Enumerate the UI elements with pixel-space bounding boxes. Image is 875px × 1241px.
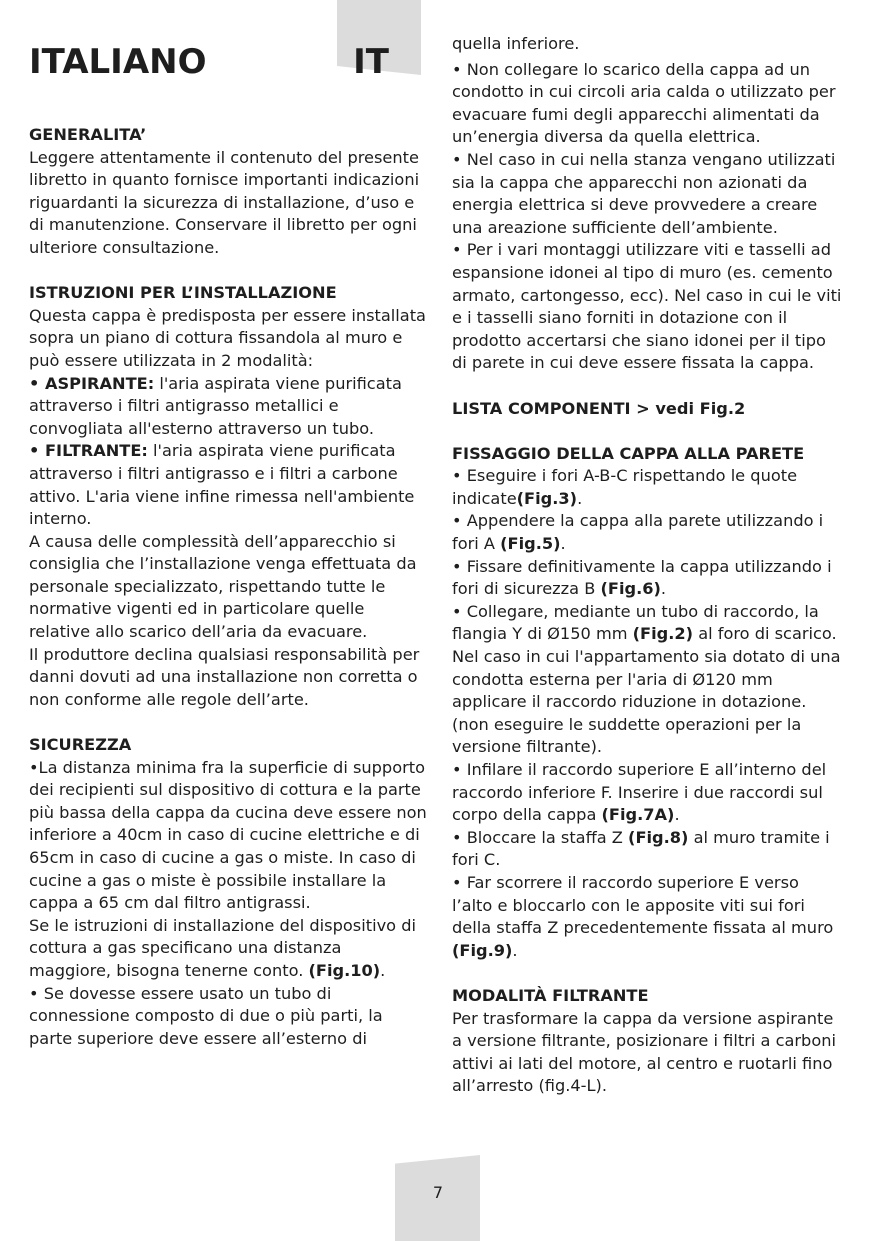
paragraph-tubo: • Se dovesse essere usato un tubo di connessione composto di due o più parti, la parte superiore deve essere all’esterno di: [29, 983, 383, 1048]
step-fissare-text: • Fissare definitivamente la cappa utilizzando i fori di sicurezza B: [452, 556, 832, 599]
filtrante-label: • FILTRANTE:: [29, 441, 148, 461]
section-title-istruzioni: ISTRUZIONI PER L’INSTALLAZIONE: [29, 283, 337, 303]
fig2-reference: (Fig.2): [632, 624, 694, 644]
step-scorrere-text: • Far scorrere il raccordo superiore E verso l’alto e bloccarlo con le apposite viti sui fori della staffa Z precedentemente fissata al muro: [452, 872, 834, 938]
step-fori-text: • Eseguire i fori A-B-C rispettando le quote indicate: [452, 466, 798, 508]
section-title-modalita-filtrante: MODALITÀ FILTRANTE: [452, 985, 649, 1005]
step-appendere-end: .: [560, 534, 566, 554]
paragraph-sicurezza: •La distanza minima fra la superficie di supporto dei recipienti sul dispositivo di cottura e la parte più bassa della cappa da cucina deve essere non inferiore a 40cm in caso di cucine elettriche e di 65cm in caso di cucine a gas o miste. In caso di cucine a gas o miste è possibile installare la cappa a 65 cm dal filtro antigrassi.: [29, 757, 427, 913]
section-title-fissaggio: FISSAGGIO DELLA CAPPA ALLA PARETE: [452, 443, 805, 463]
aspirante-text: l'aria aspirata viene purificata attraverso i filtri antigrasso metallici e convogliata all'esterno attraverso un tubo.: [29, 373, 402, 438]
step-fissare: [452, 556, 844, 601]
step-bloccare-end: al muro tramite i fori C.: [452, 827, 830, 870]
paragraph-istruzioni-gas: [29, 915, 427, 983]
paragraph-produttore: Il produttore declina qualsiasi responsabilità per danni dovuti ad una installazione non corretta o non conforme alle regole dell’arte.: [29, 644, 420, 709]
paragraph-filtrante: [29, 440, 427, 530]
step-bloccare-text: • Bloccare la staffa Z: [452, 827, 629, 847]
step-appendere: [452, 510, 844, 555]
paragraph-continuation: quella inferiore.: [452, 34, 580, 53]
left-column: [29, 124, 427, 1050]
note-filtrante: (non eseguire le suddette operazioni per la versione filtrante).: [452, 714, 802, 757]
fig9-reference: (Fig.9): [452, 940, 513, 960]
step-collegare-end: al foro di scarico. Nel caso in cui l'appartamento sia dotato di una condotta esterna per l'aria di Ø120 mm applicare il raccordo riduzione in dotazione.: [452, 624, 841, 712]
paragraph-complessita: A causa delle complessità dell’apparecchio si consiglia che l’installazione venga effettuata da personale specializzato, rispettando tutte le normative vigenti ed in particolare quelle relative allo scarico dell’aria da evacuare.: [29, 531, 417, 642]
step-appendere-text: • Appendere la cappa alla parete utilizzando i fori A: [452, 511, 824, 554]
section-title-generalita: GENERALITA’: [29, 125, 147, 144]
step-infilare-end: .: [674, 805, 680, 825]
fig5-reference: (Fig.5): [500, 534, 561, 554]
istruzioni-gas-text: Se le istruzioni di installazione del dispositivo di cottura a gas specificano una distanza maggiore, bisogna tenerne conto.: [29, 915, 416, 980]
right-column: [452, 33, 844, 1098]
paragraph-aspirante: [29, 373, 427, 441]
page-number: 7: [432, 1183, 444, 1202]
fig3-reference: (Fig.3): [516, 488, 578, 508]
step-collegare: [452, 601, 844, 714]
step-infilare: [452, 759, 844, 827]
paragraph-scarico: • Non collegare lo scarico della cappa ad un condotto in cui circoli aria calda o utilizzato per evacuare fumi degli apparecchi alimentati da un’energia diversa da quella elettrica.: [452, 59, 836, 147]
section-title-lista-componenti: LISTA COMPONENTI > vedi Fig.2: [452, 398, 746, 418]
fig8-reference: (Fig.8): [628, 827, 689, 847]
fig10-reference: (Fig.10): [308, 960, 381, 980]
section-title-sicurezza: SICUREZZA: [29, 735, 132, 755]
paragraph-istruzioni: Questa cappa è predisposta per essere installata sopra un piano di cottura fissandola al muro e può essere utilizzata in 2 modalità:: [29, 305, 426, 370]
step-fissare-end: .: [660, 579, 667, 599]
step-scorrere: [452, 872, 844, 962]
language-heading: [29, 40, 389, 84]
paragraph-areazione: • Nel caso in cui nella stanza vengano utilizzati sia la cappa che apparecchi non azionati da energia elettrica si deve provvedere a creare una areazione sufficiente dell’ambiente.: [452, 149, 836, 237]
fig7a-reference: (Fig.7A): [601, 805, 675, 825]
paragraph-viti: • Per i vari montaggi utilizzare viti e tasselli ad espansione idonei al tipo di muro (es. cemento armato, cartongesso, ecc). Nel caso in cui le viti e i tasselli siano forniti in dotazione con il prodotto accertarsi che siano idonei per il tipo di parete in cui deve essere fissata la cappa.: [452, 240, 842, 373]
aspirante-label: • ASPIRANTE:: [29, 373, 155, 393]
step-bloccare: [452, 827, 844, 872]
step-infilare-text: • Infilare il raccordo superiore E all’interno del raccordo inferiore F. Inserire i due raccordi sul corpo della cappa: [452, 760, 827, 825]
paragraph-modalita: Per trasformare la cappa da versione aspirante a versione filtrante, posizionare i filtri a carboni attivi ai lati del motore, al centro e ruotarli fino all’arresto (fig.4-L).: [452, 1008, 836, 1096]
fig6-reference: (Fig.6): [600, 579, 661, 599]
step-collegare-text: • Collegare, mediante un tubo di raccordo, la flangia Y di Ø150 mm: [452, 601, 819, 644]
language-code: IT: [353, 42, 389, 82]
step-fori-end: .: [577, 488, 583, 508]
step-scorrere-end: .: [512, 940, 518, 960]
step-fori: [452, 465, 844, 510]
filtrante-text: l'aria aspirata viene purificata attraverso i filtri antigrasso e i filtri a carbone attivo. L'aria viene infine rimessa nell'ambiente interno.: [29, 441, 415, 529]
paragraph-generalita: Leggere attentamente il contenuto del presente libretto in quanto fornisce importanti indicazioni riguardanti la sicurezza di installazione, d’uso e di manutenzione. Conservare il libretto per ogni ulteriore consultazione.: [29, 147, 420, 257]
language-name: ITALIANO: [29, 42, 207, 82]
fig10-after: .: [380, 960, 386, 980]
